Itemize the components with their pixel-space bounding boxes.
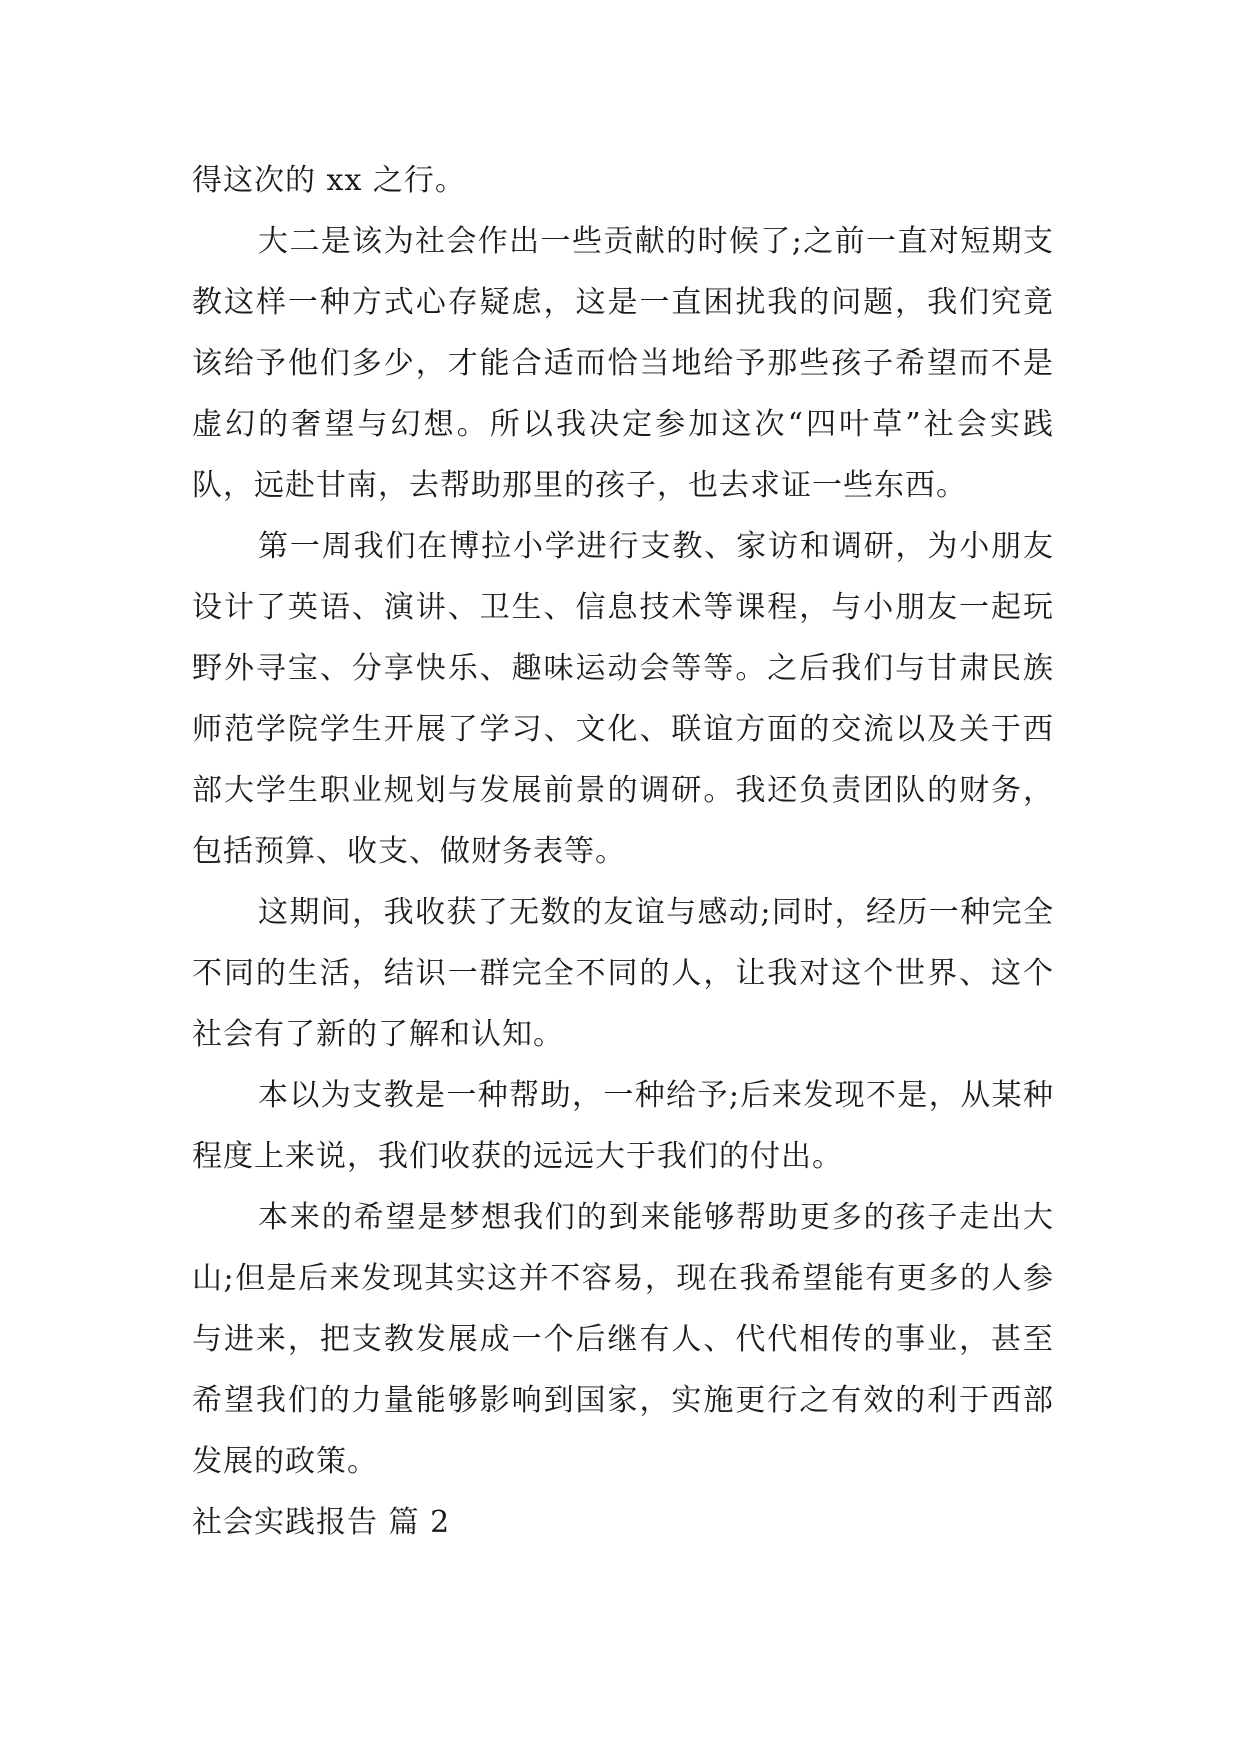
- paragraph-gains: 这期间，我收获了无数的友谊与感动;同时，经历一种完全不同的生活，结识一群完全不同的人，让我对这个世界、这个社会有了新的了解和认知。: [192, 895, 1054, 1052]
- paragraph-first-week: 第一周我们在博拉小学进行支教、家访和调研，为小朋友设计了英语、演讲、卫生、信息技术等课程，与小朋友一起玩野外寻宝、分享快乐、趣味运动会等等。之后我们与甘肃民族师范学院学生开展了学习、文化、联谊方面的交流以及关于西部大学生职业规划与发展前景的调研。我还负责团队的财务，包括预算、收支、做财务表等。: [192, 529, 1054, 869]
- section-heading: 社会实践报告 篇 2: [192, 1505, 451, 1540]
- paragraph-hope: 本来的希望是梦想我们的到来能够帮助更多的孩子走出大山;但是后来发现其实这并不容易，现在我希望能有更多的人参与进来，把支教发展成一个后继有人、代代相传的事业，甚至希望我们的力量能够影响到国家，实施更行之有效的利于西部发展的政策。: [192, 1200, 1054, 1479]
- document-body: [192, 150, 1054, 1553]
- paragraph-continuation: 得这次的 xx 之行。: [192, 163, 466, 198]
- paragraph-teaching-reflection: 本以为支教是一种帮助，一种给予;后来发现不是，从某种程度上来说，我们收获的远远大于我们的付出。: [192, 1078, 1054, 1174]
- paragraph-second-year: 大二是该为社会作出一些贡献的时候了;之前一直对短期支教这样一种方式心存疑虑，这是一直困扰我的问题，我们究竟该给予他们多少，才能合适而恰当地给予那些孩子希望而不是虚幻的奢望与幻想。所以我决定参加这次“四叶草”社会实践队，远赴甘南，去帮助那里的孩子，也去求证一些东西。: [192, 224, 1054, 503]
